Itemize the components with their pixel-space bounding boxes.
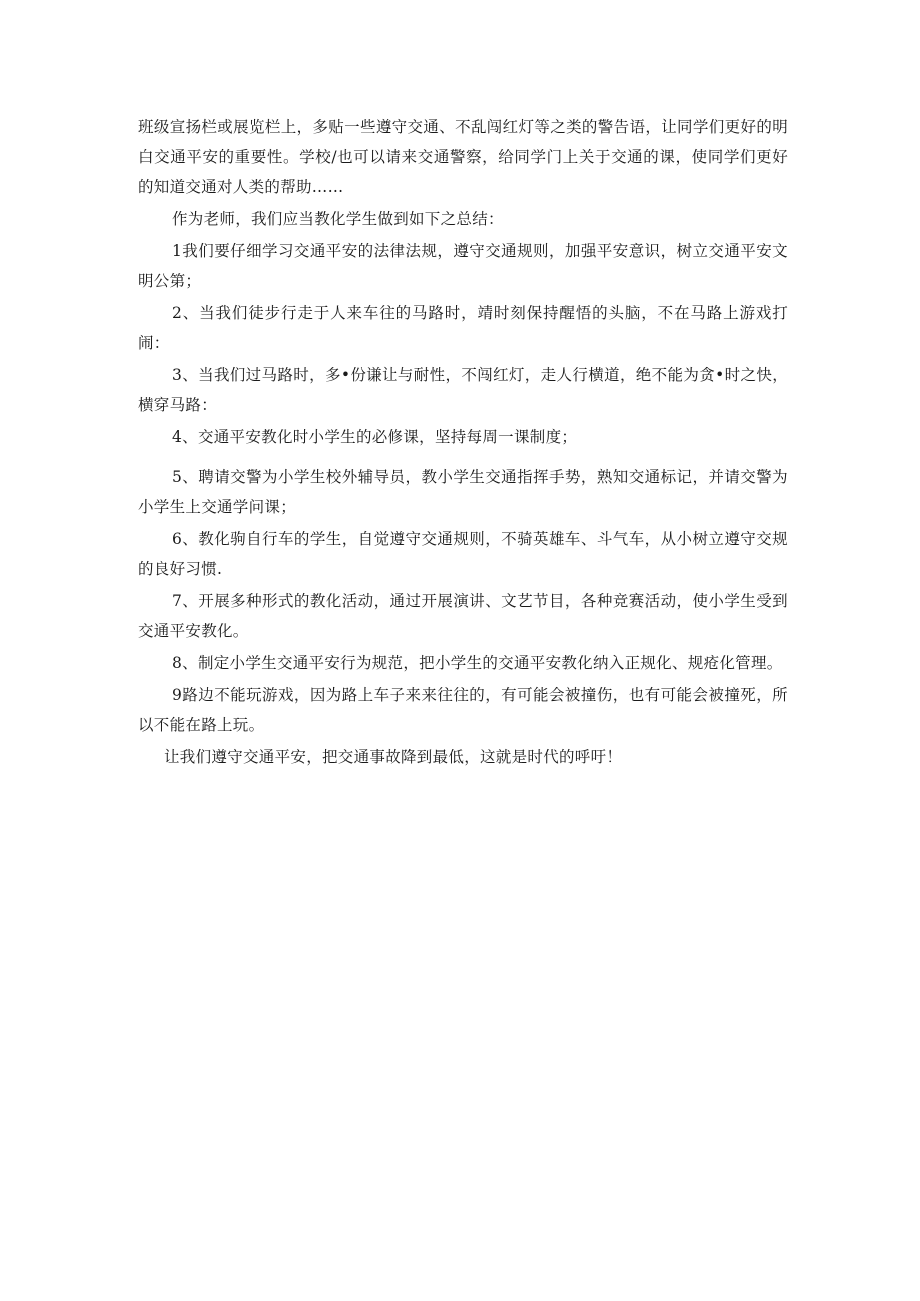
list-item-8: 8、制定小学生交通平安行为规范，把小学生的交通平安教化纳入正规化、规疮化管理。 — [172, 654, 783, 672]
list-item-1: 1我们要仔细学习交通平安的法律法规，遵守交通规则，加强平安意识，树立交通平安文明公第； — [138, 242, 788, 290]
list-item-3: 3、当我们过马路时，多•份谦让与耐性，不闯红灯，走人行横道，绝不能为贪•时之快，横穿马路： — [138, 366, 788, 414]
list-item-7: 7、开展多种形式的教化活动，通过开展演讲、文艺节目，各种竞赛活动，使小学生受到交通平安教化。 — [138, 592, 788, 640]
list-item-6: 6、教化驹自行车的学生，自觉遵守交通规则，不骑英雄车、斗气车，从小树立遵守交规的良好习惯. — [138, 530, 788, 578]
closing-paragraph: 让我们遵守交通平安，把交通事故降到最低，这就是时代的呼吁！ — [164, 748, 623, 766]
intro-paragraph: 班级宣扬栏或展览栏上，多贴一些遵守交通、不乱闯红灯等之类的警告语，让同学们更好的明白交通平安的重要性。学校/也可以请来交通警察，给同学门上关于交通的课，使同学们更好的知道交通对人类的帮助…… — [138, 118, 788, 196]
list-item-9: 9路边不能玩游戏，因为路上车子来来往往的，有可能会被撞伤，也有可能会被撞死，所以不能在路上玩。 — [138, 686, 788, 734]
list-item-2: 2、当我们徒步行走于人来车往的马路时，靖时刻保持醒悟的头脑，不在马路上游戏打闹： — [138, 304, 788, 352]
list-item-4: 4、交通平安教化时小学生的必修课，坚持每周一课制度； — [172, 428, 578, 446]
document-body — [138, 112, 788, 772]
lead-paragraph: 作为老师，我们应当教化学生做到如下之总结： — [172, 210, 504, 228]
list-item-5: 5、聘请交警为小学生校外辅导员，教小学生交通指挥手势，熟知交通标记，并请交警为小学生上交通学问课； — [138, 468, 788, 516]
